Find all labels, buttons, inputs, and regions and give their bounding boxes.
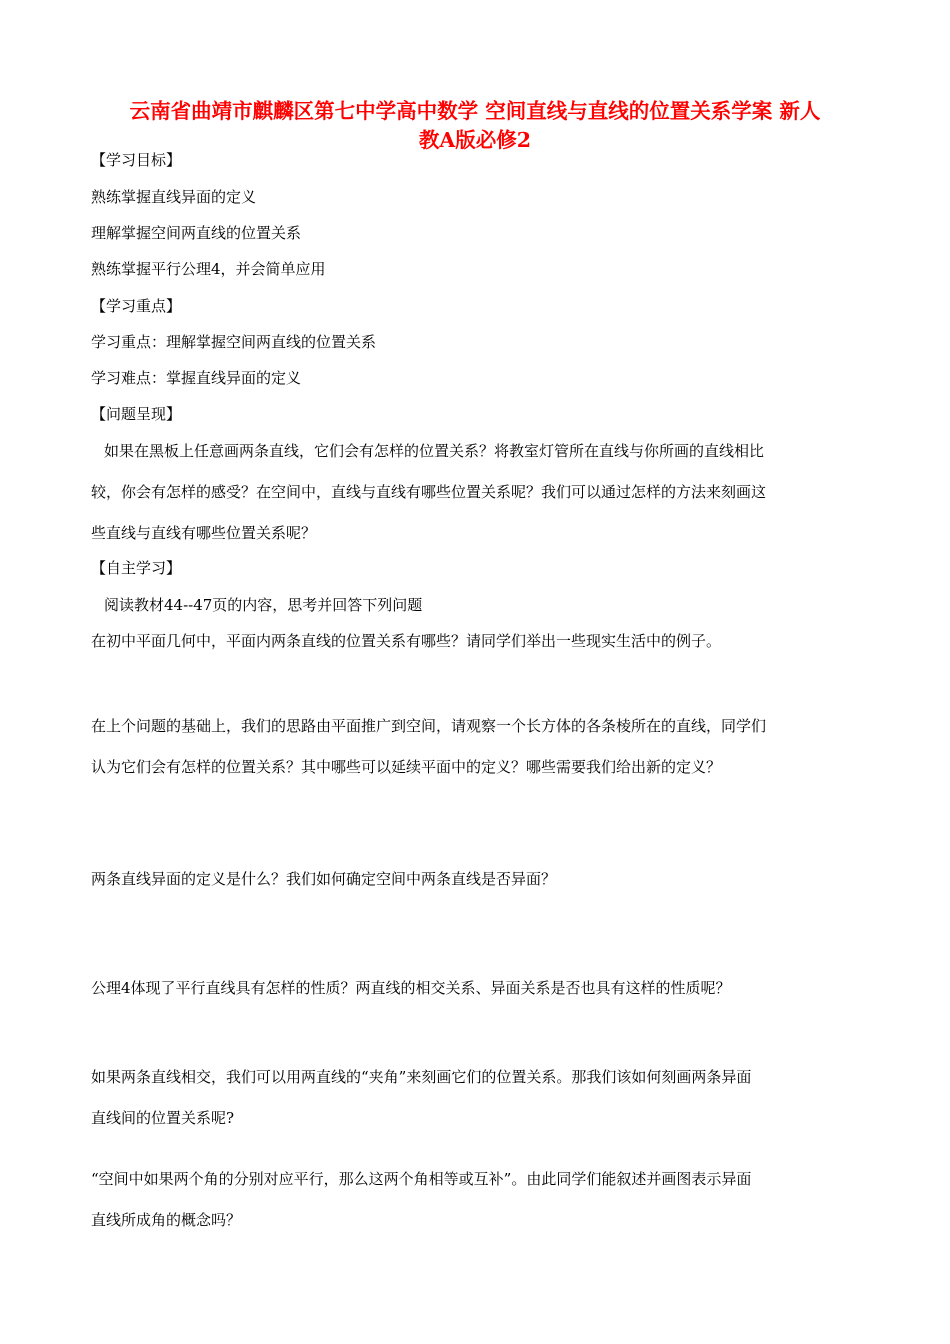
question-2-line-1: 在上个问题的基础上，我们的思路由平面推广到空间，请观察一个长方体的各条棱所在的直线，同学们 xyxy=(91,717,767,735)
problem-line-1: 如果在黑板上任意画两条直线，它们会有怎样的位置关系？将教室灯管所在直线与你所画的直线相比 xyxy=(104,442,765,460)
focus-item-2: 学习难点：掌握直线异面的定义 xyxy=(91,369,302,387)
title-line-2: 教A版必修2 xyxy=(418,128,532,152)
self-study-heading: 【自主学习】 xyxy=(91,559,182,577)
focus-item-1: 学习重点：理解掌握空间两直线的位置关系 xyxy=(91,333,377,351)
question-3: 两条直线异面的定义是什么？我们如何确定空间中两条直线是否异面？ xyxy=(91,870,557,888)
title-line-1: 云南省曲靖市麒麟区第七中学高中数学 空间直线与直线的位置关系学案 新人 xyxy=(129,99,821,123)
self-study-intro: 阅读教材44--47页的内容，思考并回答下列问题 xyxy=(104,596,423,614)
goal-item-3: 熟练掌握平行公理4，并会简单应用 xyxy=(91,260,326,278)
question-6-line-1: “空间中如果两个角的分别对应平行，那么这两个角相等或互补”。由此同学们能叙述并画图表示异面 xyxy=(91,1170,752,1188)
goal-item-1: 熟练掌握直线异面的定义 xyxy=(91,188,257,206)
problem-heading: 【问题呈现】 xyxy=(91,405,182,423)
question-1: 在初中平面几何中，平面内两条直线的位置关系有哪些？请同学们举出一些现实生活中的例子。 xyxy=(91,632,722,650)
question-5-line-2: 直线间的位置关系呢? xyxy=(91,1109,235,1127)
goals-heading: 【学习目标】 xyxy=(91,151,182,169)
problem-line-2: 较，你会有怎样的感受？在空间中，直线与直线有哪些位置关系呢？我们可以通过怎样的方法来刻画这 xyxy=(91,483,767,501)
problem-line-3: 些直线与直线有哪些位置关系呢？ xyxy=(91,524,317,542)
question-6-line-2: 直线所成角的概念吗？ xyxy=(91,1211,242,1229)
question-4: 公理4体现了平行直线具有怎样的性质？两直线的相交关系、异面关系是否也具有这样的性质呢？ xyxy=(91,979,731,997)
goal-item-2: 理解掌握空间两直线的位置关系 xyxy=(91,224,302,242)
question-5-line-1: 如果两条直线相交，我们可以用两直线的“夹角”来刻画它们的位置关系。那我们该如何刻画两条异面 xyxy=(91,1068,752,1086)
focus-heading: 【学习重点】 xyxy=(91,297,182,315)
question-2-line-2: 认为它们会有怎样的位置关系？其中哪些可以延续平面中的定义？哪些需要我们给出新的定义？ xyxy=(91,758,722,776)
